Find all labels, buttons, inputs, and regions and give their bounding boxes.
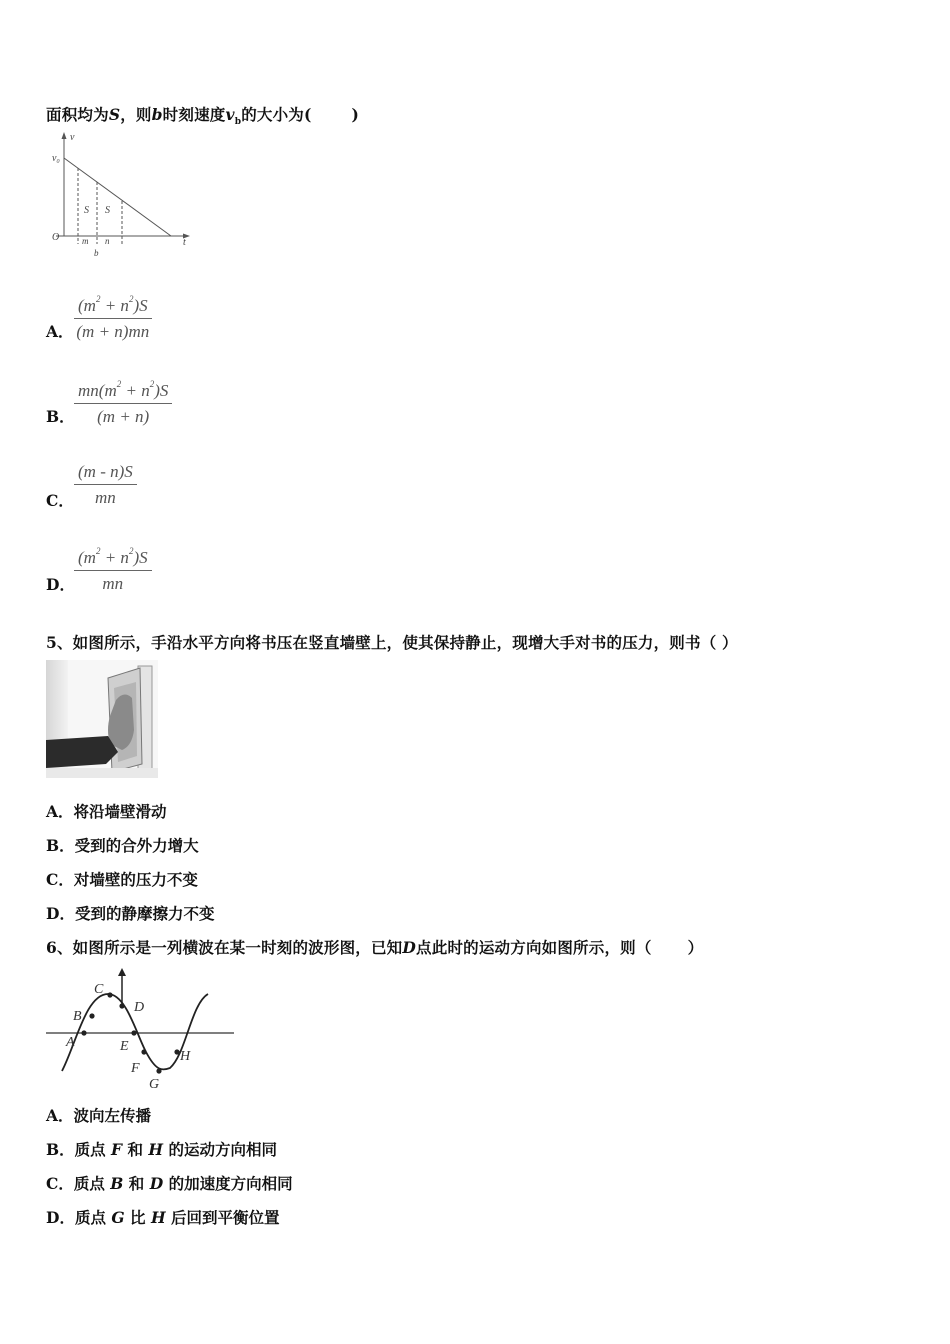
- point-d: [119, 1003, 124, 1008]
- point-f: [141, 1049, 146, 1054]
- origin-label: O: [52, 232, 60, 243]
- v0-label: $v_0$: [52, 153, 60, 165]
- q4-option-d-numerator: $(m^2 + n^2)S$: [74, 548, 152, 571]
- label-g: G: [149, 1077, 160, 1092]
- q4-option-d-formula[interactable]: [74, 548, 152, 594]
- q4-stem: 面积均为S，则b时刻速度$v_b$的大小为( ): [46, 105, 360, 128]
- hand-book-photo: [46, 660, 158, 778]
- point-g: [156, 1068, 161, 1073]
- v-axis-arrow: [62, 132, 67, 139]
- q4-option-c-label[interactable]: C．: [46, 491, 74, 510]
- q4-option-b-denominator: (m + n): [97, 407, 150, 426]
- q6-option-a[interactable]: A．波向左传播: [46, 1106, 152, 1125]
- label-a: A: [66, 1035, 75, 1050]
- q4-option-a-formula[interactable]: [74, 296, 152, 342]
- wave-graph: [46, 964, 238, 1094]
- area-label-1: S: [84, 205, 89, 216]
- q4-option-b-label[interactable]: B．: [46, 407, 75, 426]
- b-label: b: [94, 248, 99, 258]
- q4-option-c-numerator: (m - n)S: [74, 462, 137, 485]
- t-axis-label: t: [183, 237, 186, 248]
- q6-stem: 6、如图所示是一列横波在某一时刻的波形图，已知D点此时的运动方向如图所示，则（ ）: [46, 938, 704, 957]
- q4-option-a-denominator: (m + n)mn: [76, 322, 150, 341]
- q4-option-b-numerator: $mn(m^2 + n^2)S$: [74, 381, 172, 404]
- q6-option-d[interactable]: D．质点 G 比 H 后回到平衡位置: [46, 1208, 280, 1227]
- q5-stem: 5、如图所示，手沿水平方向将书压在竖直墙壁上，使其保持静止，现增大手对书的压力，则书（ ）: [46, 633, 738, 652]
- label-c: C: [94, 982, 104, 997]
- point-e: [131, 1030, 136, 1035]
- label-e: E: [120, 1039, 129, 1054]
- point-c: [107, 992, 112, 997]
- q5-option-b[interactable]: B．受到的合外力增大: [46, 836, 199, 855]
- label-f: F: [131, 1061, 140, 1076]
- q4-option-c-denominator: mn: [94, 488, 116, 507]
- label-h: H: [180, 1049, 191, 1064]
- vt-graph: [46, 128, 196, 260]
- n-label: n: [105, 236, 110, 246]
- q4-option-a-numerator: $(m^2 + n^2)S$: [74, 296, 152, 319]
- label-d: D: [134, 1000, 145, 1015]
- velocity-line: [64, 158, 171, 236]
- q5-option-d[interactable]: D．受到的静摩擦力不变: [46, 904, 215, 923]
- d-velocity-arrowhead: [118, 968, 126, 976]
- point-h: [174, 1049, 179, 1054]
- v-axis-label: v: [70, 132, 75, 143]
- photo-floor: [46, 768, 158, 778]
- area-label-2: S: [105, 205, 110, 216]
- q4-option-d-denominator: mn: [102, 574, 124, 593]
- point-b: [89, 1013, 94, 1018]
- q5-option-a[interactable]: A．将沿墙壁滑动: [46, 802, 167, 821]
- q6-option-c[interactable]: C．质点 B 和 D 的加速度方向相同: [46, 1174, 293, 1193]
- q6-option-b[interactable]: B．质点 F 和 H 的运动方向相同: [46, 1140, 277, 1159]
- point-a: [81, 1030, 86, 1035]
- q5-option-c[interactable]: C．对墙壁的压力不变: [46, 870, 198, 889]
- q4-option-c-formula[interactable]: [74, 462, 137, 508]
- q4-option-a-label[interactable]: A．: [46, 322, 74, 341]
- label-b: B: [73, 1009, 82, 1024]
- q4-option-b-formula[interactable]: [74, 381, 172, 427]
- m-label: m: [82, 236, 89, 246]
- q4-option-d-label[interactable]: D．: [46, 575, 75, 594]
